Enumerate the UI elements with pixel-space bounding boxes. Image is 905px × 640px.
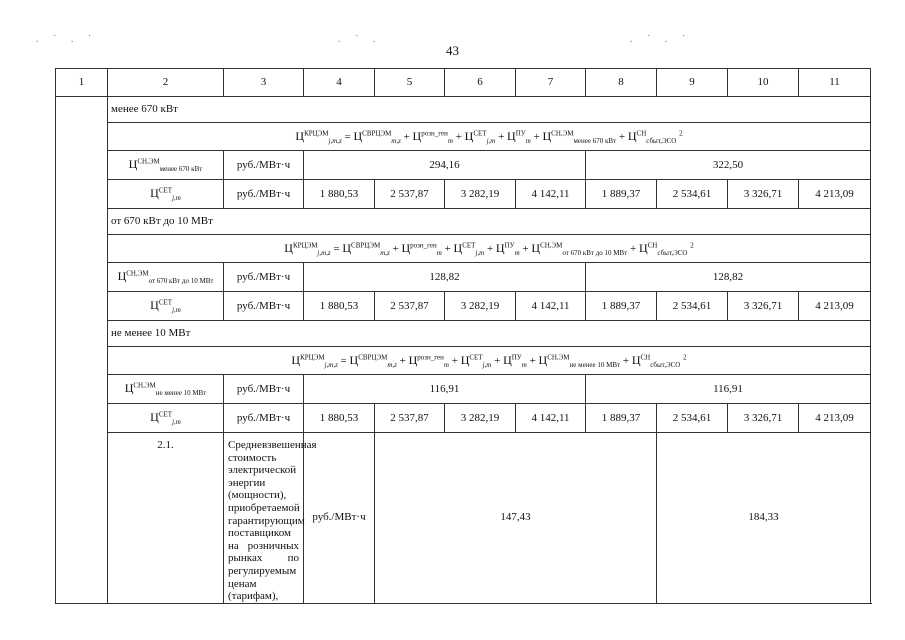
col-header: 9 — [657, 69, 728, 97]
col-header: 4 — [304, 69, 375, 97]
row-label: $Ц^{СЕТ}_{j,m}$ — [108, 292, 224, 321]
table-row — [56, 404, 871, 433]
row-label: $Ц^{СЕТ}_{j,m}$ — [108, 180, 224, 209]
value-cell: 3 282,19 — [445, 292, 516, 321]
tariff-table — [55, 68, 871, 604]
col-header: 3 — [224, 69, 304, 97]
value-cell: 4 142,11 — [516, 180, 586, 209]
row-label: $Ц^{СН,ЭМ}_{менее 670 кВт}$ — [108, 151, 224, 180]
value-cell: 1 880,53 — [304, 292, 375, 321]
col-header: 11 — [799, 69, 871, 97]
value-cell: 4 213,09 — [799, 292, 871, 321]
col-header: 2 — [108, 69, 224, 97]
row-label: $Ц^{СЕТ}_{j,m}$ — [108, 404, 224, 433]
value-cell: 1 889,37 — [586, 292, 657, 321]
value-cell: 128,82 — [304, 263, 586, 292]
value-cell: 2 534,61 — [657, 292, 728, 321]
table-row — [56, 151, 871, 180]
value-cell: 322,50 — [586, 151, 871, 180]
col-header: 1 — [56, 69, 108, 97]
col-header: 8 — [586, 69, 657, 97]
value-cell: 128,82 — [586, 263, 871, 292]
value-cell: 3 326,71 — [728, 292, 799, 321]
col-header: 10 — [728, 69, 799, 97]
header-row — [56, 69, 871, 97]
value-cell: 184,33 — [657, 433, 871, 604]
value-cell: 1 880,53 — [304, 180, 375, 209]
scan-artifact: . ˙ . ˙ — [36, 34, 98, 45]
table-row — [56, 292, 871, 321]
formula: $Ц^{КРЦЭМ}_{j,m,z} = Ц^{СВРЦЭМ}_{m,z} + Ц^{розн\_ген}_m + Ц^{СЕТ}_{j,m} + Ц^{ПУ}_m + Ц^{СН,ЭМ}_{от 670 кВт до 10 МВт} + Ц^{СН}_{сбыт,ЭСО}$ $^2$ — [108, 235, 871, 263]
value-cell: 3 282,19 — [445, 180, 516, 209]
value-cell: 2 537,87 — [375, 404, 445, 433]
formula: $Ц^{КРЦЭМ}_{j,m,z} = Ц^{СВРЦЭМ}_{m,z} + Ц^{розн\_ген}_m + Ц^{СЕТ}_{j,m} + Ц^{ПУ}_m + Ц^{СН,ЭМ}_{менее 670 кВт} + Ц^{СН}_{сбыт,ЭСО}$ $^2$ — [108, 123, 871, 151]
value-cell: 4 142,11 — [516, 292, 586, 321]
value-cell: 1 889,37 — [586, 404, 657, 433]
section-heading: от 670 кВт до 10 МВт — [108, 209, 871, 235]
value-cell: 4 213,09 — [799, 404, 871, 433]
value-cell: 1 889,37 — [586, 180, 657, 209]
scan-artifact: . ˙ . ˙ — [630, 34, 692, 45]
section-heading-row — [56, 209, 871, 235]
value-cell: 2 537,87 — [375, 292, 445, 321]
value-cell: 116,91 — [586, 375, 871, 404]
section-heading: менее 670 кВт — [108, 97, 871, 123]
unit-cell: руб./МВт·ч — [224, 263, 304, 292]
row-index: 2.1. — [108, 433, 224, 604]
value-cell: 4 142,11 — [516, 404, 586, 433]
formula-row — [56, 347, 871, 375]
value-cell: 147,43 — [375, 433, 657, 604]
col-header: 6 — [445, 69, 516, 97]
table-row — [56, 180, 871, 209]
formula: $Ц^{КРЦЭМ}_{j,m,z} = Ц^{СВРЦЭМ}_{m,z} + Ц^{розн\_ген}_m + Ц^{СЕТ}_{j,m} + Ц^{ПУ}_m + Ц^{СН,ЭМ}_{не менее 10 МВт} + Ц^{СН}_{сбыт,ЭСО}$ $^2$ — [108, 347, 871, 375]
section-heading-row — [56, 321, 871, 347]
unit-cell: руб./МВт·ч — [224, 292, 304, 321]
unit-cell: руб./МВт·ч — [224, 375, 304, 404]
page-number: 43 — [446, 43, 459, 58]
unit-cell: руб./МВт·ч — [224, 180, 304, 209]
unit-cell: руб./МВт·ч — [304, 433, 375, 604]
row-label: $Ц^{СН,ЭМ}_{не менее 10 МВт}$ — [108, 375, 224, 404]
value-cell: 116,91 — [304, 375, 586, 404]
col-header: 5 — [375, 69, 445, 97]
formula-row — [56, 123, 871, 151]
row-description: Средневзвешенная стоимость электрической энергии (мощности), приобретаемой гарантирующим поставщиком на розничных рынках по регулируемым ценам (тарифам), — [224, 433, 304, 604]
value-cell: 2 534,61 — [657, 180, 728, 209]
formula-row — [56, 235, 871, 263]
table-row — [56, 375, 871, 404]
table-row — [56, 263, 871, 292]
unit-cell: руб./МВт·ч — [224, 151, 304, 180]
value-cell: 3 326,71 — [728, 404, 799, 433]
index-cell — [56, 97, 108, 604]
section-heading-row — [56, 97, 871, 123]
scan-artifact: . ˙ . — [338, 34, 382, 45]
value-cell: 3 326,71 — [728, 180, 799, 209]
value-cell: 2 537,87 — [375, 180, 445, 209]
row-label: $Ц^{СН,ЭМ}_{от 670 кВт до 10 МВт}$ — [108, 263, 224, 292]
table-row — [56, 433, 871, 604]
col-header: 7 — [516, 69, 586, 97]
section-heading: не менее 10 МВт — [108, 321, 871, 347]
value-cell: 1 880,53 — [304, 404, 375, 433]
value-cell: 4 213,09 — [799, 180, 871, 209]
value-cell: 3 282,19 — [445, 404, 516, 433]
value-cell: 2 534,61 — [657, 404, 728, 433]
unit-cell: руб./МВт·ч — [224, 404, 304, 433]
value-cell: 294,16 — [304, 151, 586, 180]
